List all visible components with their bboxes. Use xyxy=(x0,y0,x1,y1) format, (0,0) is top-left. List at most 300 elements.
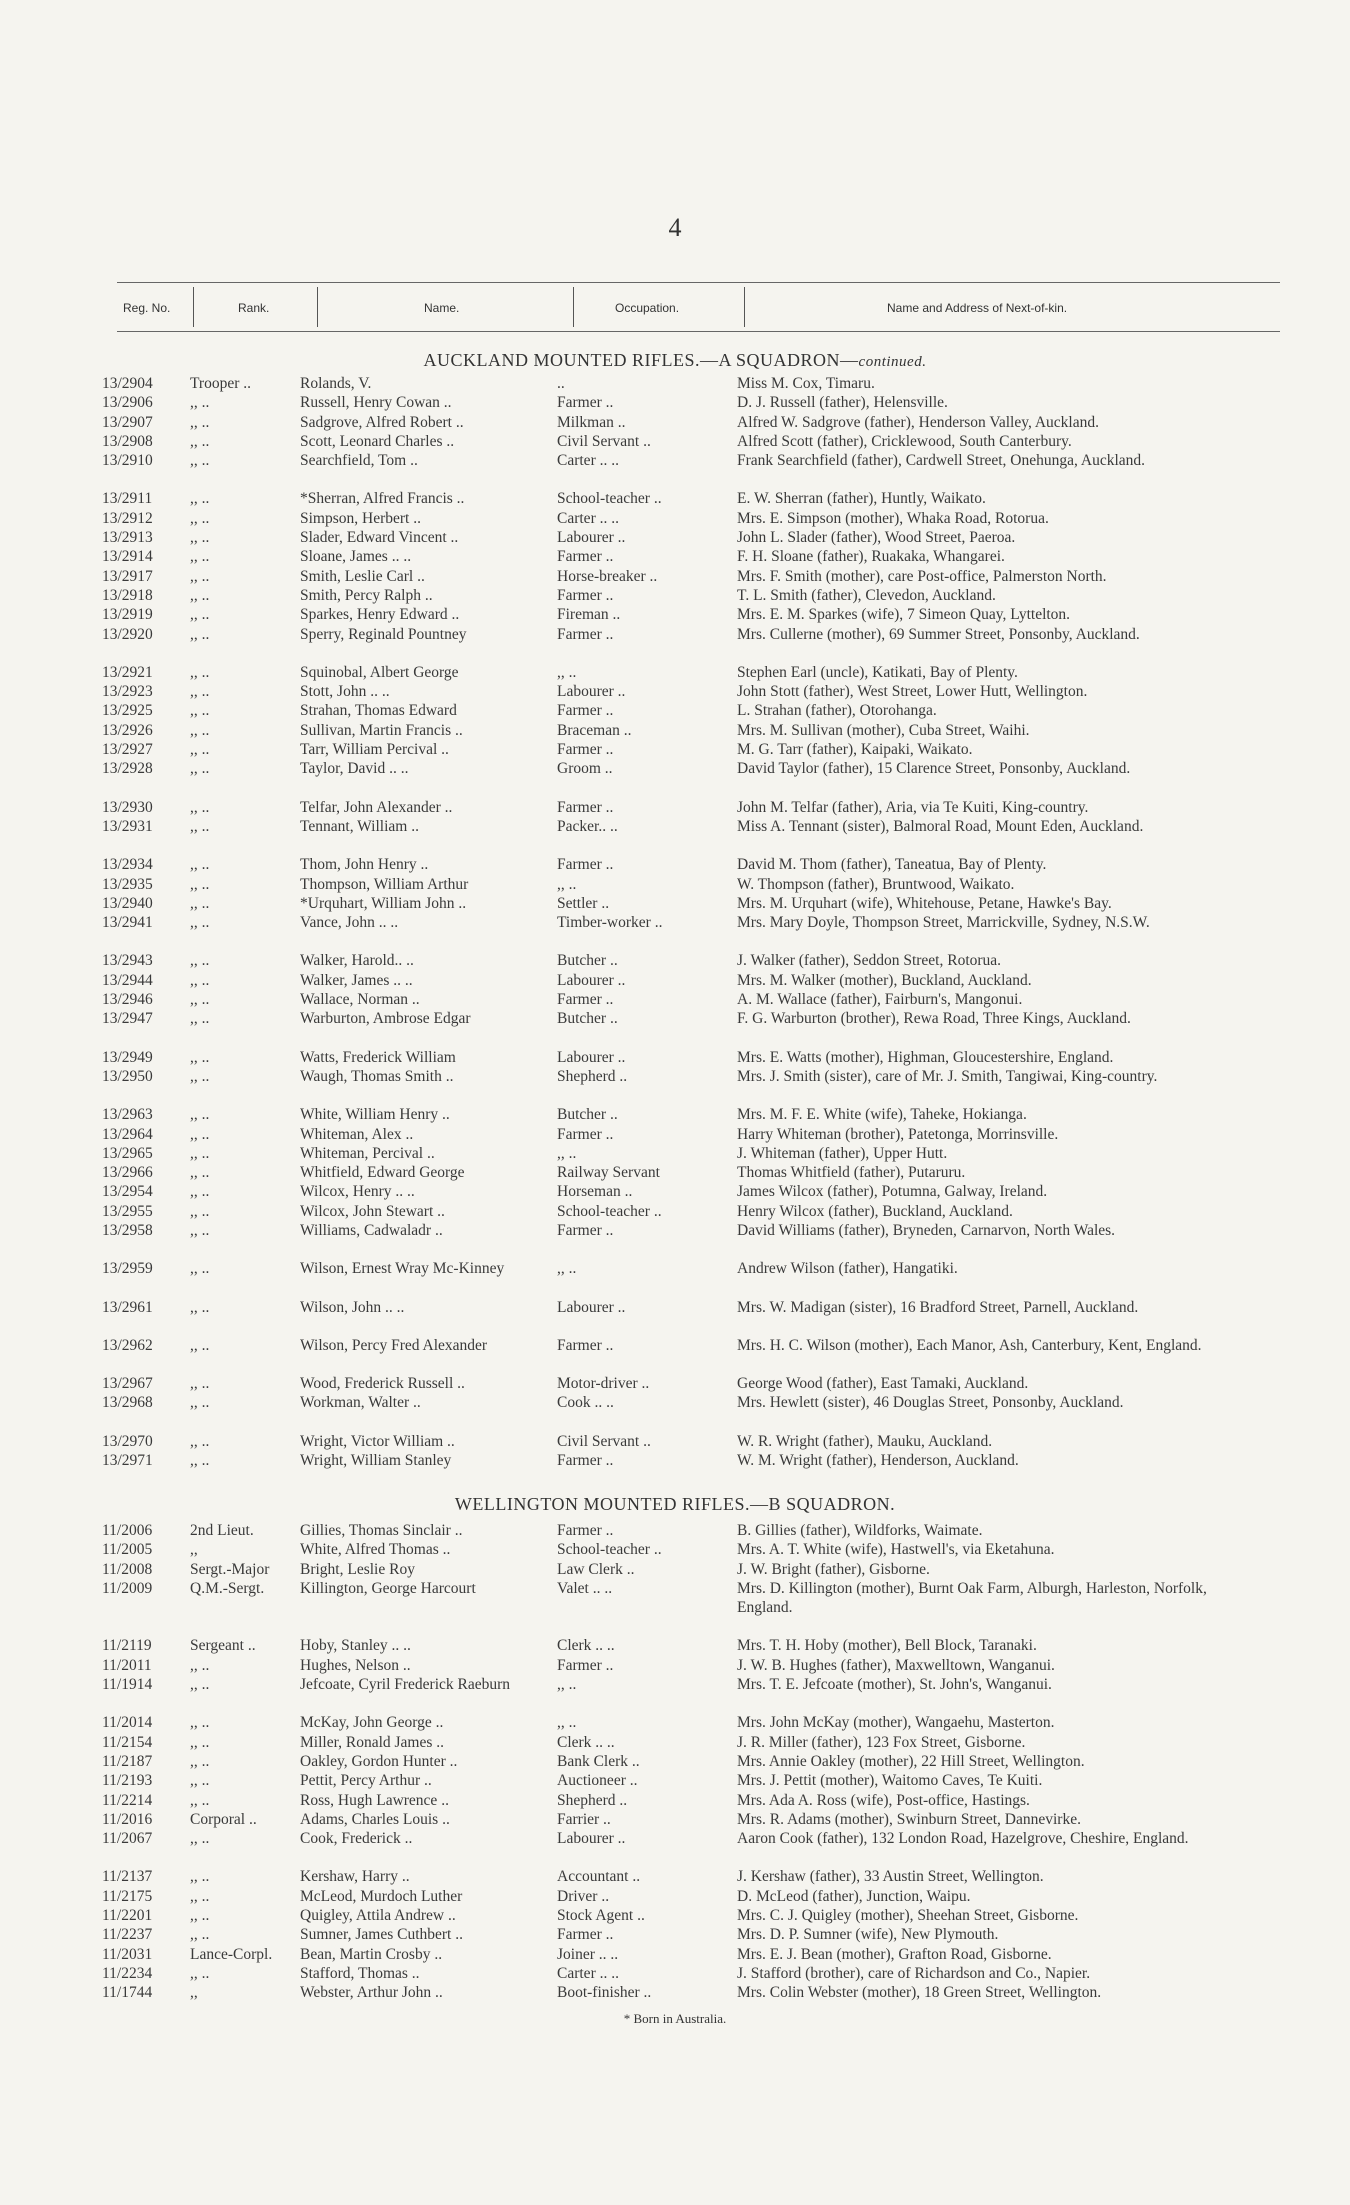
table-row xyxy=(0,1202,1350,1221)
table-row xyxy=(0,1656,1350,1675)
reg-no-cell: 11/2119 xyxy=(102,1637,152,1655)
reg-no-cell: 11/2016 xyxy=(102,1810,153,1828)
reg-no-cell: 13/2949 xyxy=(102,1048,153,1066)
table-row xyxy=(0,1336,1350,1355)
occupation-cell: Butcher .. xyxy=(557,1106,618,1124)
next-of-kin-cell: John M. Telfar (father), Aria, via Te Kuiti, King-country. xyxy=(737,798,1089,816)
table-row xyxy=(0,875,1350,894)
reg-no-cell: 13/2943 xyxy=(102,952,153,970)
header-divider xyxy=(193,287,194,327)
reg-no-cell: 13/2971 xyxy=(102,1452,153,1470)
reg-no-cell: 11/2008 xyxy=(102,1560,153,1578)
reg-no-cell: 13/2970 xyxy=(102,1432,153,1450)
reg-no-cell: 11/2175 xyxy=(102,1887,153,1905)
reg-no-cell: 13/2947 xyxy=(102,1010,153,1028)
next-of-kin-cell: John L. Slader (father), Wood Street, Paeroa. xyxy=(737,529,1016,547)
table-row xyxy=(0,1867,1350,1886)
reg-no-cell: 13/2967 xyxy=(102,1375,153,1393)
next-of-kin-cell: Mrs. Ada A. Ross (wife), Post-office, Hastings. xyxy=(737,1791,1030,1809)
reg-no-cell: 13/2955 xyxy=(102,1202,153,1220)
table-header xyxy=(117,282,1280,332)
name-cell: Ross, Hugh Lawrence .. xyxy=(300,1791,449,1809)
next-of-kin-cell: Mrs. Cullerne (mother), 69 Summer Street, Ponsonby, Auckland. xyxy=(737,625,1140,643)
table-row xyxy=(0,913,1350,932)
rank-cell: ,, .. xyxy=(190,1714,210,1732)
rank-cell: ,, .. xyxy=(190,1048,210,1066)
reg-no-cell: 13/2918 xyxy=(102,586,153,604)
name-cell: Gillies, Thomas Sinclair .. xyxy=(300,1522,463,1539)
occupation-cell: .. xyxy=(557,375,565,392)
name-cell: Whiteman, Alex .. xyxy=(300,1125,414,1143)
rank-cell: ,, .. xyxy=(190,1336,210,1354)
next-of-kin-cell: Mrs. Annie Oakley (mother), 22 Hill Street, Wellington. xyxy=(737,1752,1085,1770)
name-cell: Wilcox, Henry .. .. xyxy=(300,1183,415,1201)
next-of-kin-cell: Mrs. Mary Doyle, Thompson Street, Marrickville, Sydney, N.S.W. xyxy=(737,914,1150,932)
name-cell: Killington, George Harcourt xyxy=(300,1579,476,1597)
table-row xyxy=(0,1048,1350,1067)
reg-no-cell: 13/2912 xyxy=(102,509,153,527)
rank-cell: ,, .. xyxy=(190,1656,210,1674)
reg-no-cell: 13/2941 xyxy=(102,914,153,932)
next-of-kin-cell: Alfred Scott (father), Cricklewood, South Canterbury. xyxy=(737,432,1072,450)
occupation-cell: Farmer .. xyxy=(557,1926,614,1944)
rank-cell: ,, .. xyxy=(190,1106,210,1124)
name-cell: Wallace, Norman .. xyxy=(300,991,420,1009)
reg-no-cell: 11/2009 xyxy=(102,1579,153,1597)
occupation-cell: Stock Agent .. xyxy=(557,1907,645,1925)
rank-cell: ,, .. xyxy=(190,741,210,759)
name-cell: Strahan, Thomas Edward xyxy=(300,702,457,720)
rank-cell: Trooper .. xyxy=(190,375,252,392)
rank-cell: ,, .. xyxy=(190,1067,210,1085)
next-of-kin-cell: Harry Whiteman (brother), Patetonga, Morrinsville. xyxy=(737,1125,1059,1143)
next-of-kin-cell: T. L. Smith (father), Clevedon, Auckland. xyxy=(737,586,996,604)
reg-no-cell: 13/2921 xyxy=(102,663,153,681)
rank-cell: Lance-Corpl. xyxy=(190,1945,273,1963)
name-cell: Bean, Martin Crosby .. xyxy=(300,1945,443,1963)
occupation-cell: Farmer .. xyxy=(557,798,614,816)
table-row xyxy=(0,528,1350,547)
name-cell: Waugh, Thomas Smith .. xyxy=(300,1067,454,1085)
rank-cell: ,, .. xyxy=(190,567,210,585)
next-of-kin-cell: Mrs. M. Sullivan (mother), Cuba Street, Waihi. xyxy=(737,721,1030,739)
rank-cell: ,, .. xyxy=(190,856,210,874)
section-title-auckland: AUCKLAND MOUNTED RIFLES.—A SQUADRON—continued. xyxy=(423,350,927,370)
row-spacer xyxy=(0,1848,1350,1867)
occupation-cell: School-teacher .. xyxy=(557,1202,662,1220)
next-of-kin-cell: J. W. B. Hughes (father), Maxwelltown, Wanganui. xyxy=(737,1656,1055,1674)
name-cell: Kershaw, Harry .. xyxy=(300,1868,410,1886)
occupation-cell: Civil Servant .. xyxy=(557,1432,651,1450)
occupation-cell: Motor-driver .. xyxy=(557,1375,650,1393)
header-rank: Rank. xyxy=(238,301,270,315)
table-row xyxy=(0,451,1350,470)
table-row xyxy=(0,1259,1350,1278)
rank-cell: ,, .. xyxy=(190,548,210,566)
next-of-kin-cell: J. Walker (father), Seddon Street, Rotorua. xyxy=(737,952,1002,970)
reg-no-cell: 13/2927 xyxy=(102,741,153,759)
occupation-cell: ,, .. xyxy=(557,1676,577,1694)
name-cell: Squinobal, Albert George xyxy=(300,663,459,681)
occupation-cell: Law Clerk .. xyxy=(557,1560,635,1578)
name-cell: Wilson, Percy Fred Alexander xyxy=(300,1336,488,1354)
reg-no-cell: 13/2926 xyxy=(102,721,153,739)
name-cell: Taylor, David .. .. xyxy=(300,760,409,778)
rank-cell: ,, .. xyxy=(190,1752,210,1770)
reg-no-cell: 13/2944 xyxy=(102,971,153,989)
occupation-cell: Farrier .. xyxy=(557,1810,611,1828)
rank-cell: ,, .. xyxy=(190,1202,210,1220)
next-of-kin-cell: F. G. Warburton (brother), Rewa Road, Three Kings, Auckland. xyxy=(737,1010,1131,1028)
rank-cell: Sergt.-Major xyxy=(190,1560,270,1578)
reg-no-cell: 13/2923 xyxy=(102,683,153,701)
occupation-cell: Valet .. .. xyxy=(557,1579,613,1597)
name-cell: Tarr, William Percival .. xyxy=(300,741,449,759)
row-spacer xyxy=(0,1617,1350,1636)
table-row xyxy=(0,1906,1350,1925)
rank-cell: ,, .. xyxy=(190,1452,210,1470)
occupation-cell: Farmer .. xyxy=(557,394,614,412)
row-spacer xyxy=(0,1240,1350,1259)
next-of-kin-cell: J. R. Miller (father), 123 Fox Street, Gisborne. xyxy=(737,1733,1026,1751)
rank-cell: ,, .. xyxy=(190,1164,210,1182)
rank-cell: ,, .. xyxy=(190,586,210,604)
name-cell: Sumner, James Cuthbert .. xyxy=(300,1926,463,1944)
name-cell: Miller, Ronald James .. xyxy=(300,1733,445,1751)
rank-cell: ,, .. xyxy=(190,971,210,989)
rank-cell: ,, .. xyxy=(190,721,210,739)
occupation-cell: Labourer .. xyxy=(557,1830,626,1848)
next-of-kin-cell: Stephen Earl (uncle), Katikati, Bay of Plenty. xyxy=(737,663,1018,681)
reg-no-cell: 13/2906 xyxy=(102,394,153,412)
table-row xyxy=(0,855,1350,874)
name-cell: White, Alfred Thomas .. xyxy=(300,1541,451,1559)
rank-cell: ,, .. xyxy=(190,509,210,527)
rank-cell: ,, .. xyxy=(190,413,210,431)
next-of-kin-cell: A. M. Wallace (father), Fairburn's, Mangonui. xyxy=(737,991,1023,1009)
rank-cell: ,, .. xyxy=(190,798,210,816)
name-cell: Smith, Leslie Carl .. xyxy=(300,567,425,585)
reg-no-cell: 13/2959 xyxy=(102,1260,153,1278)
name-cell: *Sherran, Alfred Francis .. xyxy=(300,490,465,508)
table-row xyxy=(0,432,1350,451)
reg-no-cell: 13/2965 xyxy=(102,1144,153,1162)
next-of-kin-cell: Thomas Whitfield (father), Putaruru. xyxy=(737,1164,966,1182)
reg-no-cell: 13/2954 xyxy=(102,1183,153,1201)
reg-no-cell: 11/2193 xyxy=(102,1772,153,1790)
table-row xyxy=(0,1829,1350,1848)
next-of-kin-cell: George Wood (father), East Tamaki, Auckland. xyxy=(737,1375,1029,1393)
rank-cell: ,, .. xyxy=(190,1221,210,1239)
rank-cell: Corporal .. xyxy=(190,1810,257,1828)
rank-cell: ,, .. xyxy=(190,1183,210,1201)
occupation-cell: Farmer .. xyxy=(557,586,614,604)
row-spacer xyxy=(0,644,1350,663)
table-row xyxy=(0,1432,1350,1451)
occupation-cell: Horse-breaker .. xyxy=(557,567,658,585)
next-of-kin-cell: Mrs. W. Madigan (sister), 16 Bradford Street, Parnell, Auckland. xyxy=(737,1298,1139,1316)
next-of-kin-cell: Aaron Cook (father), 132 London Road, Hazelgrove, Cheshire, England. xyxy=(737,1830,1189,1848)
name-cell: Thompson, William Arthur xyxy=(300,875,469,893)
next-of-kin-cell: Mrs. Hewlett (sister), 46 Douglas Street, Ponsonby, Auckland. xyxy=(737,1394,1124,1412)
name-cell: Workman, Walter .. xyxy=(300,1394,421,1412)
table-row xyxy=(0,1579,1350,1618)
table-row xyxy=(0,721,1350,740)
name-cell: Sadgrove, Alfred Robert .. xyxy=(300,413,464,431)
header-next-of-kin: Name and Address of Next-of-kin. xyxy=(887,301,1068,315)
table-row xyxy=(0,1393,1350,1412)
occupation-cell: Braceman .. xyxy=(557,721,632,739)
table-row xyxy=(0,971,1350,990)
name-cell: Wilson, John .. .. xyxy=(300,1298,405,1316)
name-cell: Searchfield, Tom .. xyxy=(300,452,418,470)
occupation-cell: Timber-worker .. xyxy=(557,914,663,932)
rank-cell: ,, .. xyxy=(190,875,210,893)
reg-no-cell: 13/2966 xyxy=(102,1164,153,1182)
rank-cell: ,, .. xyxy=(190,1394,210,1412)
occupation-cell: Farmer .. xyxy=(557,1221,614,1239)
rank-cell: ,, .. xyxy=(190,1676,210,1694)
occupation-cell: School-teacher .. xyxy=(557,1541,662,1559)
table-row xyxy=(0,1540,1350,1559)
next-of-kin-cell: Henry Wilcox (father), Buckland, Auckland. xyxy=(737,1202,1013,1220)
next-of-kin-cell: John Stott (father), West Street, Lower Hutt, Wellington. xyxy=(737,683,1088,701)
next-of-kin-cell: W. M. Wright (father), Henderson, Auckland. xyxy=(737,1452,1019,1470)
reg-no-cell: 11/2011 xyxy=(102,1656,152,1674)
rank-cell: ,, .. xyxy=(190,1887,210,1905)
rank-cell: ,, .. xyxy=(190,1375,210,1393)
next-of-kin-cell: Mrs. Colin Webster (mother), 18 Green Street, Wellington. xyxy=(737,1984,1102,2002)
occupation-cell: Labourer .. xyxy=(557,971,626,989)
occupation-cell: Cook .. .. xyxy=(557,1394,614,1412)
next-of-kin-cell: D. J. Russell (father), Helensville. xyxy=(737,394,948,412)
reg-no-cell: 13/2908 xyxy=(102,432,153,450)
name-cell: Cook, Frederick .. xyxy=(300,1830,413,1848)
header-divider xyxy=(744,287,745,327)
reg-no-cell: 13/2925 xyxy=(102,702,153,720)
occupation-cell: Farmer .. xyxy=(557,741,614,759)
table-row xyxy=(0,1163,1350,1182)
rank-cell: ,, .. xyxy=(190,1926,210,1944)
reg-no-cell: 13/2940 xyxy=(102,894,153,912)
next-of-kin-cell: Mrs. A. T. White (wife), Hastwell's, via Eketahuna. xyxy=(737,1541,1055,1559)
name-cell: Williams, Cadwaladr .. xyxy=(300,1221,443,1239)
reg-no-cell: 11/2031 xyxy=(102,1945,153,1963)
table-row xyxy=(0,1983,1350,2002)
occupation-cell: Clerk .. .. xyxy=(557,1637,615,1655)
table-row xyxy=(0,1374,1350,1393)
next-of-kin-cell: J. Whiteman (father), Upper Hutt. xyxy=(737,1144,948,1162)
name-cell: Sullivan, Martin Francis .. xyxy=(300,721,463,739)
reg-no-cell: 11/1744 xyxy=(102,1984,153,2002)
occupation-cell: Civil Servant .. xyxy=(557,432,651,450)
table-row xyxy=(0,1791,1350,1810)
name-cell: Whitfield, Edward George xyxy=(300,1164,465,1182)
rank-cell: ,, .. xyxy=(190,452,210,470)
occupation-cell: Farmer .. xyxy=(557,991,614,1009)
name-cell: Jefcoate, Cyril Frederick Raeburn xyxy=(300,1676,511,1694)
occupation-cell: Carter .. .. xyxy=(557,1964,619,1982)
rank-cell: ,, .. xyxy=(190,760,210,778)
rank-cell: ,, .. xyxy=(190,1298,210,1316)
rank-cell: ,, .. xyxy=(190,1010,210,1028)
next-of-kin-cell: D. McLeod (father), Junction, Waipu. xyxy=(737,1887,971,1905)
occupation-cell: ,, .. xyxy=(557,663,577,681)
rank-cell: ,, .. xyxy=(190,1144,210,1162)
occupation-cell: ,, .. xyxy=(557,875,577,893)
table-row xyxy=(0,894,1350,913)
occupation-cell: Settler .. xyxy=(557,894,610,912)
occupation-cell: Carter .. .. xyxy=(557,452,619,470)
rank-cell: ,, .. xyxy=(190,625,210,643)
name-cell: *Urquhart, William John .. xyxy=(300,894,467,912)
next-of-kin-cell: W. R. Wright (father), Mauku, Auckland. xyxy=(737,1432,993,1450)
table-row xyxy=(0,1105,1350,1124)
name-cell: Sparkes, Henry Edward .. xyxy=(300,606,460,624)
row-spacer xyxy=(0,1086,1350,1105)
reg-no-cell: 13/2910 xyxy=(102,452,153,470)
next-of-kin-cell: Mrs. T. E. Jefcoate (mother), St. John's, Wanganui. xyxy=(737,1676,1052,1694)
next-of-kin-cell: Mrs. F. Smith (mother), care Post-office, Palmerston North. xyxy=(737,567,1107,585)
name-cell: Webster, Arthur John .. xyxy=(300,1984,443,2002)
rank-cell: ,, .. xyxy=(190,529,210,547)
name-cell: Telfar, John Alexander .. xyxy=(300,798,453,816)
occupation-cell: Clerk .. .. xyxy=(557,1733,615,1751)
table-row xyxy=(0,489,1350,508)
row-spacer xyxy=(0,1694,1350,1713)
table-row xyxy=(0,413,1350,432)
reg-no-cell: 11/2237 xyxy=(102,1926,153,1944)
occupation-cell: Labourer .. xyxy=(557,683,626,701)
name-cell: Hoby, Stanley .. .. xyxy=(300,1637,411,1655)
name-cell: Thom, John Henry .. xyxy=(300,856,429,874)
rank-cell: ,, .. xyxy=(190,606,210,624)
next-of-kin-cell: Mrs. E. J. Bean (mother), Grafton Road, Gisborne. xyxy=(737,1945,1052,1963)
next-of-kin-cell: Mrs. John McKay (mother), Wangaehu, Masterton. xyxy=(737,1714,1055,1732)
reg-no-cell: 11/2187 xyxy=(102,1752,153,1770)
rank-cell: Sergeant .. xyxy=(190,1637,256,1655)
table-row xyxy=(0,1067,1350,1086)
next-of-kin-cell: Mrs. J. Smith (sister), care of Mr. J. Smith, Tangiwai, King-country. xyxy=(737,1067,1158,1085)
name-cell: Pettit, Percy Arthur .. xyxy=(300,1772,432,1790)
occupation-cell: Packer.. .. xyxy=(557,817,618,835)
occupation-cell: Shepherd .. xyxy=(557,1791,628,1809)
rank-cell: ,, .. xyxy=(190,394,210,412)
name-cell: Wright, Victor William .. xyxy=(300,1432,455,1450)
next-of-kin-cell: Mrs. D. Killington (mother), Burnt Oak Farm, Alburgh, Harleston, Norfolk, England. xyxy=(737,1579,1207,1617)
row-spacer xyxy=(0,1279,1350,1298)
name-cell: Rolands, V. xyxy=(300,375,372,392)
reg-no-cell: 13/2935 xyxy=(102,875,153,893)
table-row xyxy=(0,393,1350,412)
name-cell: Wright, William Stanley xyxy=(300,1452,452,1470)
name-cell: Wilson, Ernest Wray Mc-Kinney xyxy=(300,1260,505,1278)
table-row xyxy=(0,1771,1350,1790)
next-of-kin-cell: Alfred W. Sadgrove (father), Henderson Valley, Auckland. xyxy=(737,413,1099,431)
name-cell: Walker, James .. .. xyxy=(300,971,413,989)
rank-cell: ,, xyxy=(190,1984,198,2002)
reg-no-cell: 13/2917 xyxy=(102,567,153,585)
rank-cell: ,, xyxy=(190,1541,198,1559)
rank-cell: ,, .. xyxy=(190,702,210,720)
row-spacer xyxy=(0,470,1350,489)
rank-cell: ,, .. xyxy=(190,1868,210,1886)
row-spacer xyxy=(0,1317,1350,1336)
name-cell: Sperry, Reginald Pountney xyxy=(300,625,467,643)
next-of-kin-cell: Mrs. E. M. Sparkes (wife), 7 Simeon Quay, Lyttelton. xyxy=(737,606,1071,624)
reg-no-cell: 13/2904 xyxy=(102,375,153,392)
occupation-cell: Farmer .. xyxy=(557,625,614,643)
next-of-kin-cell: Mrs. D. P. Sumner (wife), New Plymouth. xyxy=(737,1926,999,1944)
name-cell: Russell, Henry Cowan .. xyxy=(300,394,452,412)
reg-no-cell: 13/2964 xyxy=(102,1125,153,1143)
next-of-kin-cell: Miss M. Cox, Timaru. xyxy=(737,375,875,392)
occupation-cell: Horseman .. xyxy=(557,1183,633,1201)
table-row xyxy=(0,1810,1350,1829)
rank-cell: ,, .. xyxy=(190,1260,210,1278)
table-row xyxy=(0,740,1350,759)
reg-no-cell: 11/1914 xyxy=(102,1676,153,1694)
row-spacer xyxy=(0,1413,1350,1432)
table-row xyxy=(0,951,1350,970)
name-cell: Tennant, William .. xyxy=(300,817,419,835)
next-of-kin-cell: F. H. Sloane (father), Ruakaka, Whangarei. xyxy=(737,548,1005,566)
occupation-cell: Accountant .. xyxy=(557,1868,641,1886)
rank-cell: ,, .. xyxy=(190,991,210,1009)
next-of-kin-cell: James Wilcox (father), Potumna, Galway, Ireland. xyxy=(737,1183,1048,1201)
name-cell: Stott, John .. .. xyxy=(300,683,390,701)
name-cell: Sloane, James .. .. xyxy=(300,548,412,566)
occupation-cell: Driver .. xyxy=(557,1887,610,1905)
next-of-kin-cell: David M. Thom (father), Taneatua, Bay of Plenty. xyxy=(737,856,1047,874)
table-row xyxy=(0,1144,1350,1163)
reg-no-cell: 11/2005 xyxy=(102,1541,153,1559)
reg-no-cell: 13/2919 xyxy=(102,606,153,624)
row-spacer xyxy=(0,836,1350,855)
table-row xyxy=(0,1521,1350,1540)
table-row xyxy=(0,1925,1350,1944)
next-of-kin-cell: Mrs. T. H. Hoby (mother), Bell Block, Taranaki. xyxy=(737,1637,1037,1655)
rank-cell: ,, .. xyxy=(190,1791,210,1809)
next-of-kin-cell: Mrs. E. Watts (mother), Highman, Gloucestershire, England. xyxy=(737,1048,1114,1066)
occupation-cell: School-teacher .. xyxy=(557,490,662,508)
table-row xyxy=(0,682,1350,701)
reg-no-cell: 13/2928 xyxy=(102,760,153,778)
name-cell: Wilcox, John Stewart .. xyxy=(300,1202,445,1220)
page-number: 4 xyxy=(668,213,682,242)
table-row xyxy=(0,605,1350,624)
reg-no-cell: 13/2950 xyxy=(102,1067,153,1085)
reg-no-cell: 13/2962 xyxy=(102,1336,153,1354)
name-cell: Quigley, Attila Andrew .. xyxy=(300,1907,456,1925)
table-row xyxy=(0,625,1350,644)
table-row xyxy=(0,1182,1350,1201)
table-row xyxy=(0,798,1350,817)
header-name: Name. xyxy=(424,301,460,315)
rank-cell: ,, .. xyxy=(190,1733,210,1751)
name-cell: McLeod, Murdoch Luther xyxy=(300,1887,463,1905)
name-cell: Walker, Harold.. .. xyxy=(300,952,414,970)
reg-no-cell: 13/2914 xyxy=(102,548,153,566)
rank-cell: ,, .. xyxy=(190,817,210,835)
next-of-kin-cell: E. W. Sherran (father), Huntly, Waikato. xyxy=(737,490,986,508)
next-of-kin-cell: J. Kershaw (father), 33 Austin Street, Wellington. xyxy=(737,1868,1044,1886)
occupation-cell: Farmer .. xyxy=(557,548,614,566)
occupation-cell: Bank Clerk .. xyxy=(557,1752,640,1770)
header-occupation: Occupation. xyxy=(615,301,680,315)
table-row xyxy=(0,1009,1350,1028)
table-row xyxy=(0,701,1350,720)
